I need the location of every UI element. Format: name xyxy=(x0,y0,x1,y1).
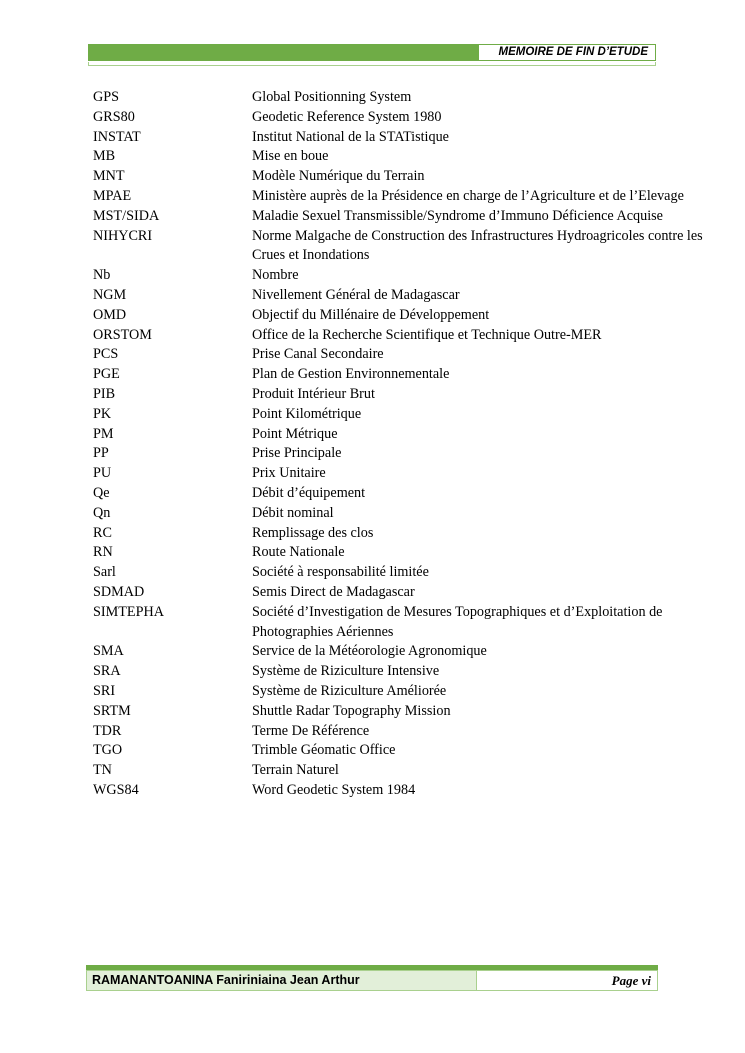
abbreviation-term: MPAE xyxy=(93,187,132,204)
abbreviation-row xyxy=(93,345,723,365)
abbreviation-definition: Shuttle Radar Topography Mission xyxy=(252,702,451,719)
abbreviation-term: Nb xyxy=(93,267,111,284)
abbreviation-term: SMA xyxy=(93,643,124,660)
abbreviation-term: INSTAT xyxy=(93,128,141,145)
abbreviation-row xyxy=(93,583,723,603)
abbreviation-definition: Terrain Naturel xyxy=(252,762,339,779)
abbreviation-term: PIB xyxy=(93,385,116,402)
abbreviation-row xyxy=(93,286,723,306)
abbreviation-term: RC xyxy=(93,524,112,541)
abbreviation-definition: Société d’Investigation de Mesures Topographiques et d’Exploitation de Photographies Aériennes xyxy=(252,603,663,640)
abbreviation-term: WGS84 xyxy=(93,781,139,798)
footer-author: RAMANANTOANINA Faniriniaina Jean Arthur xyxy=(86,970,476,991)
abbreviation-definition: Plan de Gestion Environnementale xyxy=(252,366,450,383)
abbreviation-row xyxy=(93,425,723,445)
abbreviation-definition: Point Kilométrique xyxy=(252,405,362,422)
abbreviation-definition: Global Positionning System xyxy=(252,89,412,105)
abbreviation-row xyxy=(93,405,723,425)
abbreviation-term: PU xyxy=(93,465,112,482)
abbreviation-row xyxy=(93,128,723,148)
abbreviation-row xyxy=(93,385,723,405)
abbreviation-definition: Word Geodetic System 1984 xyxy=(252,781,416,798)
abbreviation-term: TDR xyxy=(93,722,122,739)
abbreviation-row xyxy=(93,702,723,722)
abbreviation-term: PP xyxy=(93,445,109,462)
abbreviation-term: SIMTEPHA xyxy=(93,603,164,620)
abbreviation-definition: Système de Riziculture Améliorée xyxy=(252,682,447,699)
abbreviation-definition: Débit d’équipement xyxy=(252,484,366,501)
abbreviation-definition: Service de la Météorologie Agronomique xyxy=(252,643,487,660)
abbreviation-term: SDMAD xyxy=(93,583,145,600)
abbreviation-row xyxy=(93,484,723,504)
abbreviation-definition: Ministère auprès de la Présidence en charge de l’Agriculture et de l’Elevage xyxy=(252,187,684,204)
abbreviation-row xyxy=(93,266,723,286)
abbreviation-row xyxy=(93,326,723,346)
abbreviation-definition: Institut National de la STATistique xyxy=(252,128,449,145)
abbreviation-row xyxy=(93,781,723,801)
abbreviation-row xyxy=(93,306,723,326)
abbreviation-row xyxy=(93,603,723,643)
footer-page-number: Page vi xyxy=(476,970,658,991)
abbreviation-definition: Nombre xyxy=(252,267,299,284)
abbreviation-definition: Maladie Sexuel Transmissible/Syndrome d’Immuno Déficience Acquise xyxy=(252,207,663,224)
abbreviation-definition: Geodetic Reference System 1980 xyxy=(252,108,442,125)
abbreviation-row xyxy=(93,741,723,761)
header-title: MEMOIRE DE FIN D’ETUDE xyxy=(478,44,656,61)
abbreviation-term: MNT xyxy=(93,168,125,185)
abbreviation-term: SRA xyxy=(93,663,121,680)
abbreviation-definition: Prise Canal Secondaire xyxy=(252,346,384,363)
abbreviation-row xyxy=(93,563,723,583)
abbreviation-row xyxy=(93,504,723,524)
abbreviation-definition: Remplissage des clos xyxy=(252,524,374,541)
abbreviation-row xyxy=(93,147,723,167)
abbreviation-row xyxy=(93,444,723,464)
abbreviation-term: Sarl xyxy=(93,564,116,581)
abbreviation-term: TN xyxy=(93,762,112,779)
abbreviation-row xyxy=(93,761,723,781)
abbreviation-list xyxy=(93,88,723,801)
abbreviation-definition: Office de la Recherche Scientifique et Technique Outre-MER xyxy=(252,326,602,343)
abbreviation-row xyxy=(93,524,723,544)
abbreviation-term: Qn xyxy=(93,504,111,521)
abbreviation-term: NIHYCRI xyxy=(93,227,153,244)
abbreviation-definition: Point Métrique xyxy=(252,425,338,442)
abbreviation-row xyxy=(93,464,723,484)
abbreviation-definition: Système de Riziculture Intensive xyxy=(252,663,440,680)
abbreviation-term: ORSTOM xyxy=(93,326,152,343)
header-rule xyxy=(88,62,656,66)
abbreviation-term: RN xyxy=(93,544,113,561)
abbreviation-definition: Produit Intérieur Brut xyxy=(252,385,375,402)
abbreviation-row xyxy=(93,227,723,267)
abbreviation-term: PCS xyxy=(93,346,119,363)
abbreviation-row xyxy=(93,187,723,207)
abbreviation-term: PM xyxy=(93,425,114,442)
abbreviation-term: SRTM xyxy=(93,702,131,719)
abbreviation-term: PGE xyxy=(93,366,120,383)
abbreviation-definition: Semis Direct de Madagascar xyxy=(252,583,415,600)
abbreviation-definition: Trimble Géomatic Office xyxy=(252,742,396,759)
abbreviation-row xyxy=(93,682,723,702)
abbreviation-row xyxy=(93,642,723,662)
abbreviation-row xyxy=(93,543,723,563)
abbreviation-row xyxy=(93,108,723,128)
abbreviation-term: SRI xyxy=(93,682,116,699)
abbreviation-row xyxy=(93,88,723,108)
abbreviation-term: Qe xyxy=(93,484,110,501)
abbreviation-term: PK xyxy=(93,405,112,422)
abbreviation-definition: Terme De Référence xyxy=(252,722,370,739)
abbreviation-term: NGM xyxy=(93,286,127,303)
abbreviation-definition: Norme Malgache de Construction des Infrastructures Hydroagricoles contre les Crues et Inondations xyxy=(252,227,703,264)
abbreviation-row xyxy=(93,722,723,742)
abbreviation-definition: Société à responsabilité limitée xyxy=(252,564,429,581)
abbreviation-definition: Objectif du Millénaire de Développement xyxy=(252,306,490,323)
abbreviation-row xyxy=(93,662,723,682)
abbreviation-term: GRS80 xyxy=(93,108,135,125)
abbreviation-term: TGO xyxy=(93,742,123,759)
abbreviation-definition: Prise Principale xyxy=(252,445,342,462)
abbreviation-definition: Route Nationale xyxy=(252,544,345,561)
abbreviation-definition: Débit nominal xyxy=(252,504,334,521)
abbreviation-term: OMD xyxy=(93,306,127,323)
abbreviation-definition: Prix Unitaire xyxy=(252,465,326,482)
abbreviation-row xyxy=(93,365,723,385)
abbreviation-definition: Mise en boue xyxy=(252,148,329,165)
abbreviation-term: MB xyxy=(93,148,116,165)
abbreviation-term: MST/SIDA xyxy=(93,207,160,224)
abbreviation-definition: Nivellement Général de Madagascar xyxy=(252,286,460,303)
abbreviation-definition: Modèle Numérique du Terrain xyxy=(252,168,425,185)
abbreviation-row xyxy=(93,207,723,227)
abbreviation-row xyxy=(93,167,723,187)
abbreviation-term: GPS xyxy=(93,89,120,105)
